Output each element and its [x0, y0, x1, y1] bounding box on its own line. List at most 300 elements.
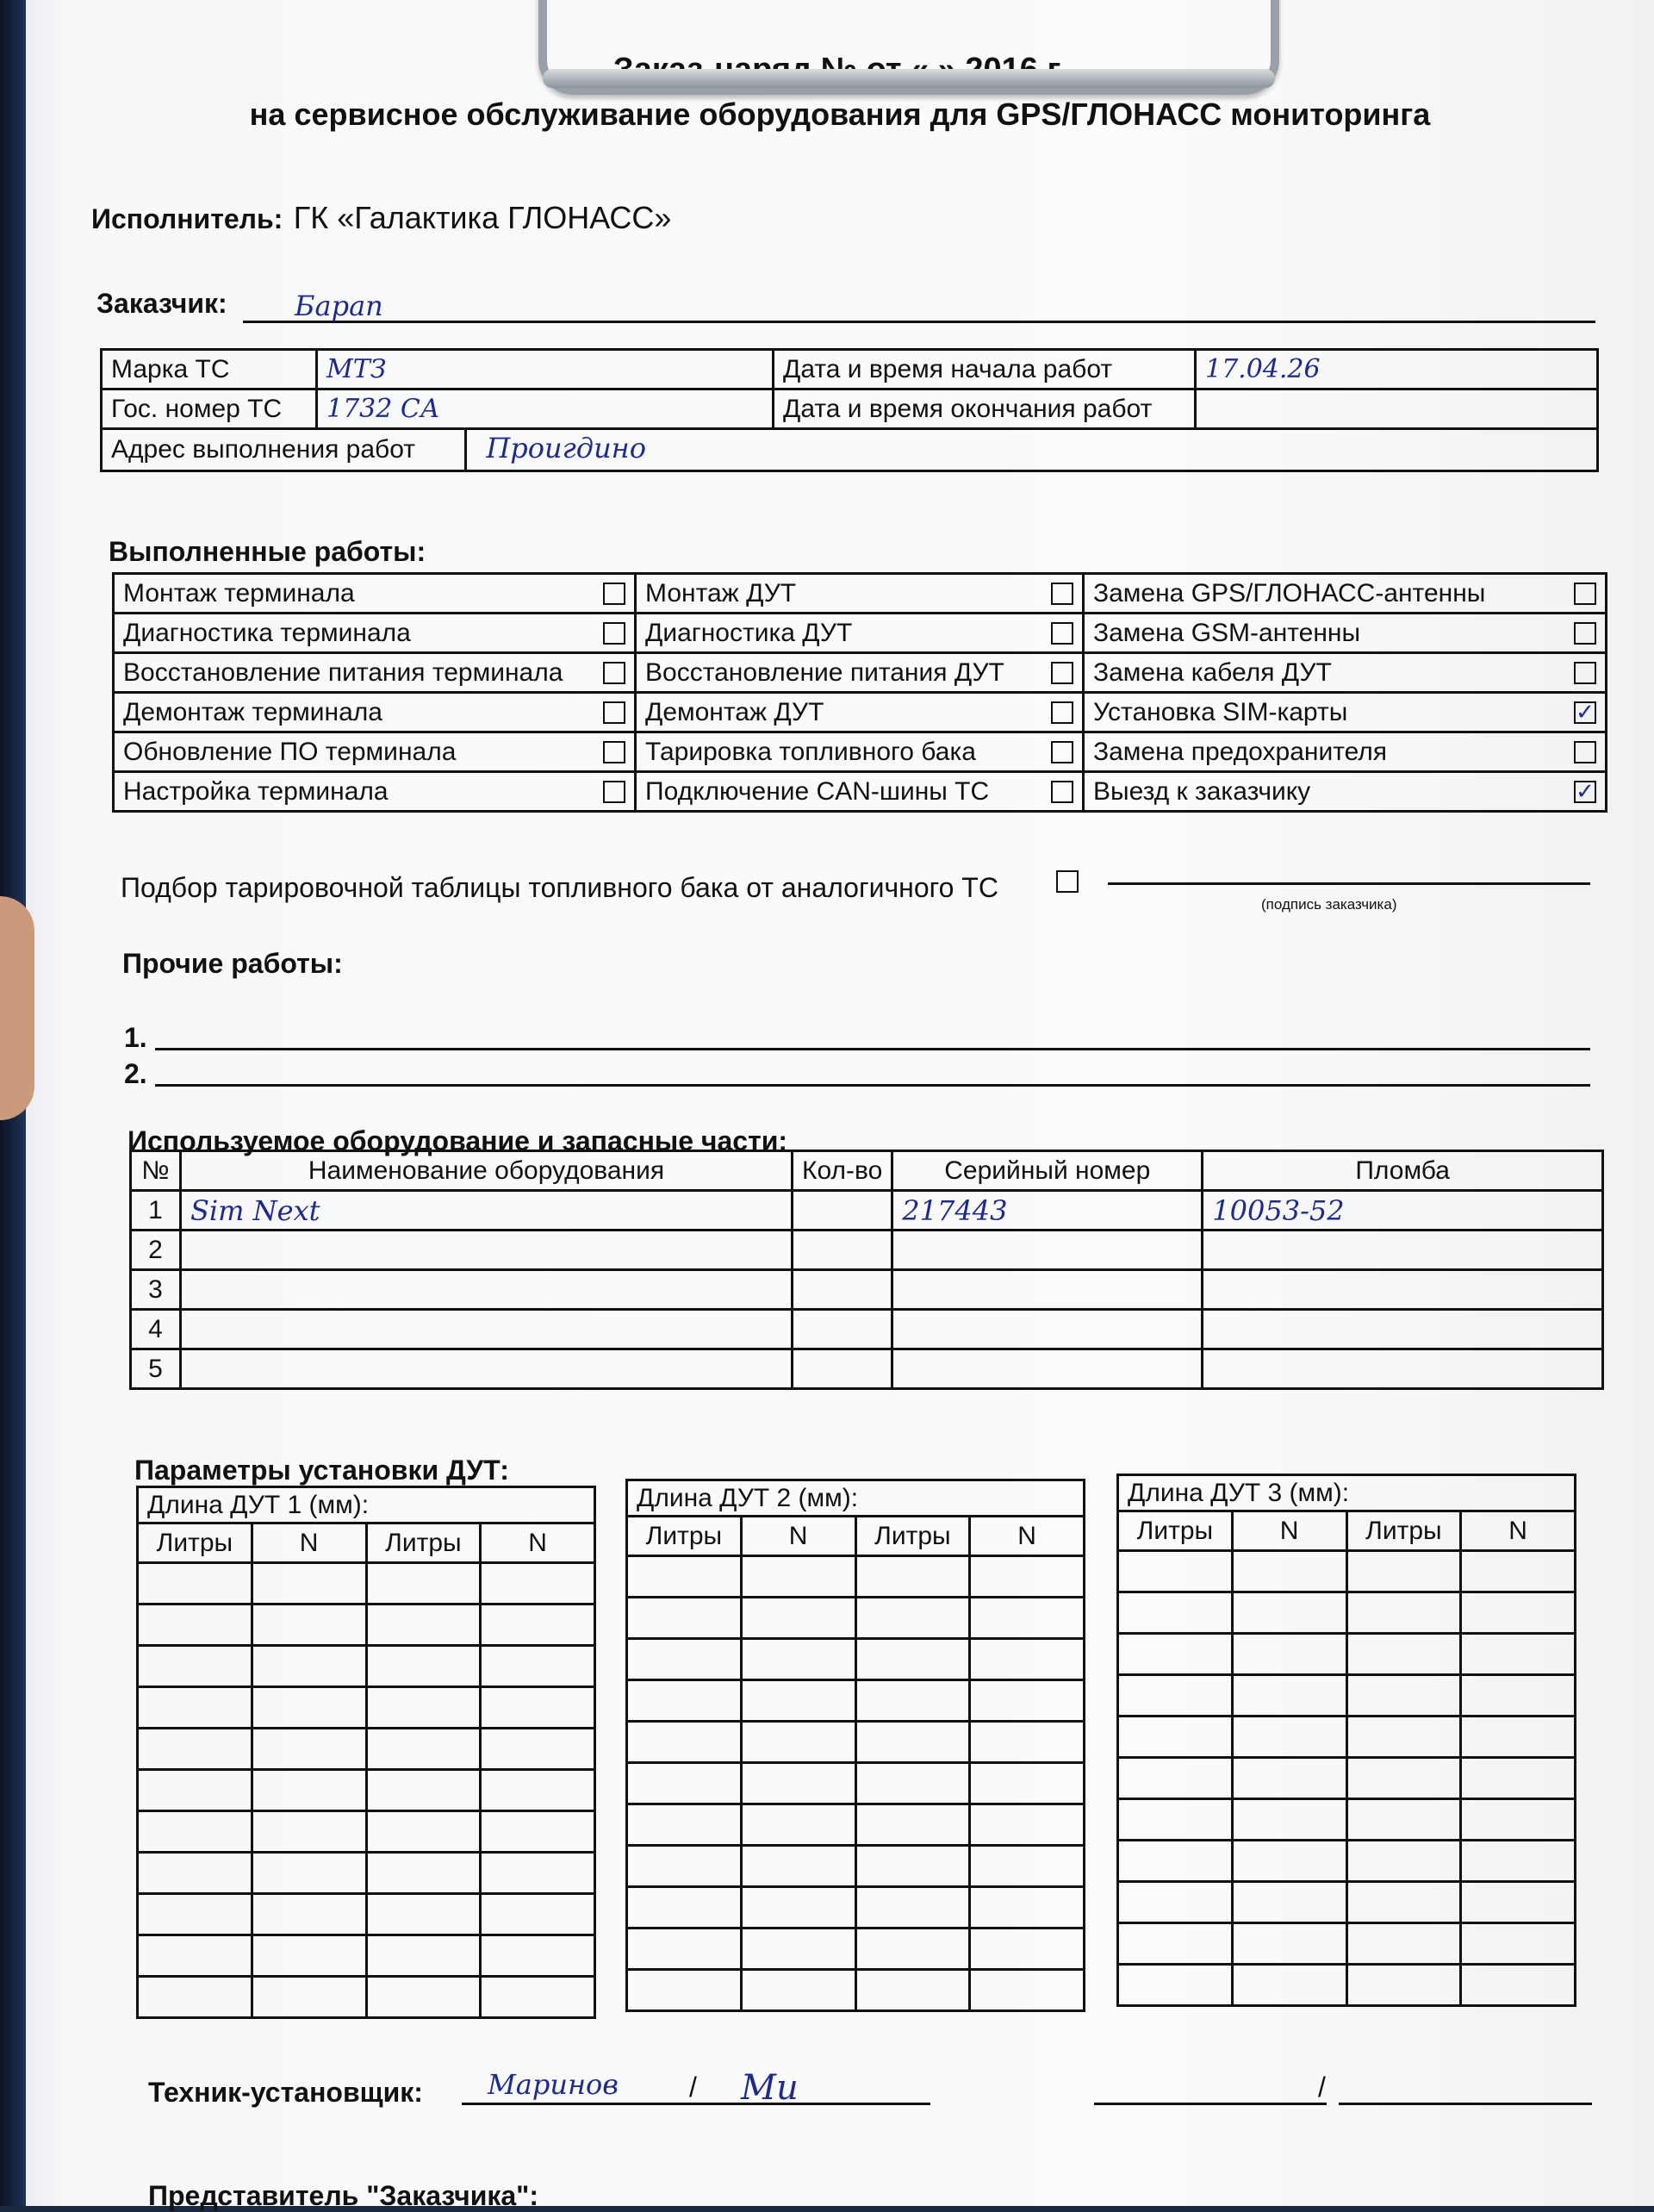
- executor-row: [91, 200, 671, 236]
- work-checkbox[interactable]: [1051, 622, 1073, 645]
- work-checkbox[interactable]: [1574, 741, 1596, 763]
- dut-row: [1118, 1551, 1576, 1592]
- work-item: [114, 614, 636, 653]
- dut-cell[interactable]: [138, 1687, 252, 1729]
- work-item-label: Замена GPS/ГЛОНАСС-антенны: [1093, 578, 1486, 608]
- work-checkbox[interactable]: ✓: [1574, 781, 1596, 803]
- work-item: [114, 772, 636, 812]
- dut-col-liters: Литры: [138, 1523, 252, 1563]
- equipment-name: Sim Next: [190, 1193, 320, 1227]
- dut-cell[interactable]: [1461, 1965, 1576, 2006]
- dut-cell[interactable]: [1232, 1551, 1346, 1592]
- dut-col-n: N: [481, 1523, 595, 1563]
- dut-title: Длина ДУТ 2 (мм):: [627, 1480, 1085, 1517]
- dut-cell[interactable]: [252, 1853, 366, 1894]
- work-item: [636, 653, 1084, 693]
- work-checkbox[interactable]: [1574, 662, 1596, 684]
- dut-cell[interactable]: [366, 1935, 481, 1977]
- dut-cell[interactable]: [138, 1935, 252, 1977]
- dut-cell[interactable]: [481, 1604, 595, 1646]
- dut-cell[interactable]: [252, 1563, 366, 1604]
- equipment-serial: 217443: [902, 1193, 1008, 1227]
- works-row: [114, 614, 1607, 653]
- dut-cell[interactable]: [855, 1598, 970, 1639]
- work-item-label: Восстановление питания ДУТ: [645, 657, 1004, 687]
- dut-cell[interactable]: [627, 1846, 742, 1887]
- dut-row: [138, 1729, 595, 1770]
- other-item-2: 2.: [124, 1058, 147, 1089]
- dut-cell[interactable]: [741, 1680, 855, 1722]
- dut-cell[interactable]: [252, 1770, 366, 1811]
- dut-cell[interactable]: [1118, 1923, 1233, 1965]
- dut-row: [627, 1639, 1085, 1680]
- dut-cell[interactable]: [855, 1680, 970, 1722]
- works-row: [114, 574, 1607, 614]
- dut-cell[interactable]: [627, 1804, 742, 1846]
- dut-cell[interactable]: [138, 1977, 252, 2018]
- address-value: Проигдино: [486, 432, 647, 464]
- dut-cell[interactable]: [1118, 1717, 1233, 1758]
- brand-value: МТЗ: [317, 350, 774, 389]
- dut-cell[interactable]: [481, 1563, 595, 1604]
- technician-name: Маринов: [488, 2068, 619, 2101]
- works-row: [114, 653, 1607, 693]
- dut-cell[interactable]: [970, 1887, 1085, 1928]
- dut-cell[interactable]: [741, 1804, 855, 1846]
- work-item: [114, 574, 636, 614]
- work-item: [1084, 653, 1607, 693]
- dut-cell[interactable]: [138, 1604, 252, 1646]
- dut-cell[interactable]: [1232, 1634, 1346, 1675]
- dut-cell[interactable]: [481, 1977, 595, 2018]
- dut-cell[interactable]: [1346, 1551, 1461, 1592]
- dut-cell[interactable]: [970, 1680, 1085, 1722]
- form-subtitle: на сервисное обслуживание оборудования для GPS/ГЛОНАСС мониторинга: [249, 97, 1431, 132]
- dut-cell[interactable]: [741, 1639, 855, 1680]
- work-item-label: Монтаж терминала: [123, 578, 355, 608]
- work-item: [636, 614, 1084, 653]
- dut-cell[interactable]: [627, 1639, 742, 1680]
- dut-cell[interactable]: [1346, 1923, 1461, 1965]
- plate-value: 1732 СА: [317, 389, 774, 429]
- work-item: [1084, 614, 1607, 653]
- dut-cell[interactable]: [366, 1977, 481, 2018]
- dut-cell[interactable]: [481, 1935, 595, 1977]
- dut-col-liters: Литры: [366, 1523, 481, 1563]
- dut-cell[interactable]: [1461, 1799, 1576, 1841]
- work-checkbox[interactable]: ✓: [1574, 701, 1596, 724]
- dut-table-2: [625, 1479, 1085, 2012]
- equipment-seal: 10053-52: [1212, 1193, 1345, 1227]
- dut-cell[interactable]: [1118, 1799, 1233, 1841]
- dut-cell[interactable]: [1461, 1717, 1576, 1758]
- end-label: Дата и время окончания работ: [774, 389, 1196, 429]
- work-item-label: Демонтаж ДУТ: [645, 697, 824, 726]
- dut-cell[interactable]: [138, 1770, 252, 1811]
- form-sheet: [26, 0, 1654, 2211]
- dut-row: [627, 1846, 1085, 1887]
- dut-col-liters: Литры: [1118, 1511, 1233, 1551]
- work-item-label: Восстановление питания терминала: [123, 657, 563, 687]
- dut-row: [138, 1894, 595, 1935]
- dut-cell[interactable]: [1461, 1882, 1576, 1923]
- dut-row: [138, 1770, 595, 1811]
- dut-cell[interactable]: [366, 1687, 481, 1729]
- work-checkbox[interactable]: [1574, 583, 1596, 605]
- work-item-label: Монтаж ДУТ: [645, 578, 797, 608]
- dut-cell[interactable]: [1461, 1592, 1576, 1634]
- dut-row: [627, 1680, 1085, 1722]
- works-row: [114, 693, 1607, 732]
- dut-cell[interactable]: [481, 1646, 595, 1687]
- executor-value: ГК «Галактика ГЛОНАСС»: [293, 200, 672, 235]
- dut-cell[interactable]: [366, 1729, 481, 1770]
- work-checkbox[interactable]: [603, 622, 625, 645]
- technician-sign-line: [706, 2068, 930, 2108]
- dut-row: [138, 1811, 595, 1853]
- dut-col-n: N: [1461, 1511, 1576, 1551]
- dut-cell[interactable]: [627, 1598, 742, 1639]
- row-number: 2: [148, 1235, 163, 1264]
- works-row: [114, 772, 1607, 812]
- dut-cell[interactable]: [741, 1722, 855, 1763]
- dut-row: [627, 1763, 1085, 1804]
- dut-cell[interactable]: [741, 1598, 855, 1639]
- technician-slash: /: [689, 2072, 697, 2103]
- dut-cell[interactable]: [252, 1687, 366, 1729]
- dut-cell[interactable]: [970, 1804, 1085, 1846]
- work-item-label: Замена GSM-антенны: [1093, 618, 1361, 647]
- dut-col-liters: Литры: [855, 1517, 970, 1556]
- dut-col-liters: Литры: [627, 1517, 742, 1556]
- equipment-heading: Используемое оборудование и запасные части:: [127, 1125, 788, 1156]
- dut-row: [138, 1853, 595, 1894]
- selection-label: Подбор тарировочной таблицы топливного бака от аналогичного ТС: [121, 872, 998, 903]
- dut-cell[interactable]: [970, 1639, 1085, 1680]
- dut-cell[interactable]: [1461, 1841, 1576, 1882]
- dut-cell[interactable]: [252, 1977, 366, 2018]
- dut-row: [138, 1977, 595, 2018]
- dut-cell[interactable]: [481, 1811, 595, 1853]
- dut-cell[interactable]: [1461, 1675, 1576, 1717]
- dut-cell[interactable]: [138, 1853, 252, 1894]
- address-label: Адрес выполнения работ: [103, 430, 467, 470]
- work-item-label: Тарировка топливного бака: [645, 737, 976, 766]
- dut-col-n: N: [970, 1517, 1085, 1556]
- dut-cell[interactable]: [1118, 1841, 1233, 1882]
- dut-cell[interactable]: [1461, 1923, 1576, 1965]
- row-number: 4: [148, 1314, 163, 1343]
- work-item: [114, 693, 636, 732]
- dut-cell[interactable]: [627, 1556, 742, 1598]
- dut-col-n: N: [741, 1517, 855, 1556]
- dut-cell[interactable]: [970, 1722, 1085, 1763]
- col-seal: Пломба: [1203, 1151, 1603, 1191]
- technician-name-line: [462, 2068, 712, 2105]
- representative-label: Представитель "Заказчика":: [148, 2180, 538, 2211]
- dut-cell[interactable]: [1118, 1758, 1233, 1799]
- dut-cell[interactable]: [1232, 1675, 1346, 1717]
- vehicle-table: [100, 348, 1599, 472]
- dut-cell[interactable]: [855, 1722, 970, 1763]
- dut-cell[interactable]: [1232, 1799, 1346, 1841]
- dut-cell[interactable]: [627, 1722, 742, 1763]
- dut-row: [1118, 1717, 1576, 1758]
- dut-cell[interactable]: [741, 1763, 855, 1804]
- dut-cell[interactable]: [1232, 1758, 1346, 1799]
- work-item-label: Настройка терминала: [123, 776, 389, 806]
- technician-label: Техник-установщик:: [148, 2077, 423, 2108]
- dut-cell[interactable]: [627, 1887, 742, 1928]
- work-item-label: Обновление ПО терминала: [123, 737, 457, 766]
- dut-cell[interactable]: [1232, 1841, 1346, 1882]
- work-checkbox[interactable]: [1051, 583, 1073, 605]
- selection-checkbox[interactable]: [1056, 870, 1079, 893]
- dut-cell[interactable]: [252, 1935, 366, 1977]
- dut-cell[interactable]: [970, 1970, 1085, 2011]
- work-checkbox[interactable]: [1051, 701, 1073, 724]
- work-item: [636, 574, 1084, 614]
- dut-col-n: N: [1232, 1511, 1346, 1551]
- second-slash: /: [1318, 2072, 1326, 2103]
- dut-cell[interactable]: [855, 1763, 970, 1804]
- dut-cell[interactable]: [741, 1970, 855, 2011]
- work-item: [1084, 772, 1607, 812]
- dut-row: [1118, 1799, 1576, 1841]
- work-item-label: Демонтаж терминала: [123, 697, 382, 726]
- works-table: [112, 572, 1607, 813]
- col-serial: Серийный номер: [892, 1151, 1203, 1191]
- work-item-label: Замена кабеля ДУТ: [1093, 657, 1332, 687]
- dut-title: Длина ДУТ 3 (мм):: [1118, 1475, 1576, 1511]
- second-name-line: [1094, 2068, 1327, 2105]
- dut-row: [1118, 1592, 1576, 1634]
- technician-sign: Ми: [741, 2068, 799, 2108]
- equipment-row: [131, 1349, 1603, 1389]
- dut-row: [627, 1970, 1085, 2011]
- dut-cell[interactable]: [1461, 1758, 1576, 1799]
- dut-cell[interactable]: [252, 1729, 366, 1770]
- dut-cell[interactable]: [1118, 1965, 1233, 2006]
- dut-cell[interactable]: [366, 1770, 481, 1811]
- dut-cell[interactable]: [1346, 1841, 1461, 1882]
- work-item: [636, 772, 1084, 812]
- customer-value: Барап: [295, 290, 383, 322]
- dut-row: [1118, 1634, 1576, 1675]
- dut-cell[interactable]: [627, 1763, 742, 1804]
- dut-cell[interactable]: [138, 1563, 252, 1604]
- work-item: [636, 693, 1084, 732]
- row-number: 5: [148, 1354, 163, 1383]
- dut-table-1: [136, 1486, 596, 2019]
- work-checkbox[interactable]: [603, 583, 625, 605]
- work-checkbox[interactable]: [1051, 781, 1073, 803]
- second-sign-line: [1339, 2068, 1592, 2105]
- row-number: 3: [148, 1274, 163, 1304]
- dut-cell[interactable]: [481, 1687, 595, 1729]
- clipboard-clip-bar: [543, 69, 1275, 88]
- dut-row: [138, 1687, 595, 1729]
- dut-cell[interactable]: [481, 1894, 595, 1935]
- dut-row: [138, 1935, 595, 1977]
- customer-label: Заказчик:: [96, 288, 227, 319]
- dut-row: [1118, 1882, 1576, 1923]
- dut-cell[interactable]: [1118, 1634, 1233, 1675]
- other-line-2: [155, 1053, 1590, 1087]
- dut-row: [627, 1804, 1085, 1846]
- dut-cell[interactable]: [481, 1729, 595, 1770]
- dut-cell[interactable]: [138, 1811, 252, 1853]
- start-label: Дата и время начала работ: [774, 350, 1196, 389]
- dut-cell[interactable]: [138, 1894, 252, 1935]
- dut-cell[interactable]: [1232, 1923, 1346, 1965]
- dut-cell[interactable]: [627, 1970, 742, 2011]
- work-item-label: Замена предохранителя: [1093, 737, 1388, 766]
- dut-cell[interactable]: [1232, 1592, 1346, 1634]
- dut-cell[interactable]: [1346, 1799, 1461, 1841]
- dut-cell[interactable]: [741, 1887, 855, 1928]
- work-item: [114, 653, 636, 693]
- dut-cell[interactable]: [138, 1646, 252, 1687]
- dut-heading: Параметры установки ДУТ:: [134, 1455, 509, 1486]
- dut-cell[interactable]: [1346, 1758, 1461, 1799]
- work-checkbox[interactable]: [1574, 622, 1596, 645]
- work-item: [114, 732, 636, 772]
- dut-row: [138, 1563, 595, 1604]
- dut-cell[interactable]: [366, 1563, 481, 1604]
- dut-cell[interactable]: [1232, 1717, 1346, 1758]
- dut-cell[interactable]: [970, 1763, 1085, 1804]
- dut-cell[interactable]: [1346, 1675, 1461, 1717]
- dut-cell[interactable]: [1346, 1634, 1461, 1675]
- other-item-1: 1.: [124, 1022, 147, 1053]
- row-number: 1: [148, 1195, 163, 1224]
- work-item-label: Подключение CAN-шины ТС: [645, 776, 990, 806]
- dut-cell[interactable]: [741, 1556, 855, 1598]
- plate-label: Гос. номер ТС: [102, 389, 317, 429]
- equipment-row: [131, 1270, 1603, 1310]
- dut-cell[interactable]: [1346, 1592, 1461, 1634]
- customer-line: [243, 290, 1595, 323]
- work-checkbox[interactable]: [1051, 741, 1073, 763]
- brand-label: Марка ТС: [102, 350, 317, 389]
- dut-cell[interactable]: [970, 1556, 1085, 1598]
- work-item-label: Установка SIM-карты: [1093, 697, 1348, 726]
- executor-label: Исполнитель:: [91, 203, 283, 234]
- dut-row: [1118, 1841, 1576, 1882]
- dut-cell[interactable]: [855, 1804, 970, 1846]
- dut-cell[interactable]: [855, 1556, 970, 1598]
- dut-row: [627, 1928, 1085, 1970]
- dut-cell[interactable]: [1346, 1717, 1461, 1758]
- dut-cell[interactable]: [970, 1598, 1085, 1639]
- dut-cell[interactable]: [1118, 1882, 1233, 1923]
- dut-cell[interactable]: [855, 1970, 970, 2011]
- col-num: №: [131, 1151, 181, 1191]
- dut-cell[interactable]: [741, 1846, 855, 1887]
- dut-row: [138, 1646, 595, 1687]
- dut-cell[interactable]: [1118, 1551, 1233, 1592]
- dut-cell[interactable]: [1461, 1634, 1576, 1675]
- work-item: [636, 732, 1084, 772]
- dut-row: [627, 1887, 1085, 1928]
- work-checkbox[interactable]: [603, 741, 625, 763]
- dut-cell[interactable]: [1118, 1675, 1233, 1717]
- work-checkbox[interactable]: [603, 701, 625, 724]
- works-row: [114, 732, 1607, 772]
- work-item-label: Диагностика терминала: [123, 618, 411, 647]
- other-heading: Прочие работы:: [122, 948, 343, 979]
- dut-cell[interactable]: [970, 1928, 1085, 1970]
- work-checkbox[interactable]: [603, 781, 625, 803]
- work-item: [1084, 732, 1607, 772]
- dut-row: [1118, 1675, 1576, 1717]
- dut-cell[interactable]: [627, 1680, 742, 1722]
- dut-row: [627, 1722, 1085, 1763]
- dut-cell[interactable]: [855, 1928, 970, 1970]
- work-item: [1084, 574, 1607, 614]
- dut-cell[interactable]: [855, 1887, 970, 1928]
- dut-cell[interactable]: [627, 1928, 742, 1970]
- dut-cell[interactable]: [252, 1646, 366, 1687]
- work-checkbox[interactable]: [603, 662, 625, 684]
- dut-cell[interactable]: [481, 1770, 595, 1811]
- dut-row: [1118, 1965, 1576, 2006]
- dut-cell[interactable]: [252, 1894, 366, 1935]
- equipment-row: [131, 1310, 1603, 1349]
- dut-cell[interactable]: [252, 1604, 366, 1646]
- dut-title: Длина ДУТ 1 (мм):: [138, 1487, 595, 1523]
- dut-row: [1118, 1758, 1576, 1799]
- dut-cell[interactable]: [855, 1846, 970, 1887]
- end-value: [1196, 389, 1598, 429]
- dut-cell[interactable]: [366, 1811, 481, 1853]
- dut-cell[interactable]: [366, 1894, 481, 1935]
- work-item: [1084, 693, 1607, 732]
- col-name: Наименование оборудования: [181, 1151, 793, 1191]
- dut-col-n: N: [252, 1523, 366, 1563]
- dut-cell[interactable]: [366, 1853, 481, 1894]
- dut-row: [138, 1604, 595, 1646]
- customer-signature-line: [1108, 851, 1590, 885]
- dut-row: [1118, 1923, 1576, 1965]
- dut-row: [627, 1598, 1085, 1639]
- start-value: 17.04.26: [1196, 350, 1598, 389]
- dut-cell[interactable]: [970, 1846, 1085, 1887]
- works-heading: Выполненные работы:: [109, 536, 426, 567]
- dut-cell[interactable]: [481, 1853, 595, 1894]
- dut-cell[interactable]: [855, 1639, 970, 1680]
- dut-cell[interactable]: [1232, 1965, 1346, 2006]
- work-checkbox[interactable]: [1051, 662, 1073, 684]
- dut-cell[interactable]: [366, 1604, 481, 1646]
- dut-cell[interactable]: [366, 1646, 481, 1687]
- dut-cell[interactable]: [741, 1928, 855, 1970]
- dut-cell[interactable]: [1232, 1882, 1346, 1923]
- dut-cell[interactable]: [138, 1729, 252, 1770]
- dut-cell[interactable]: [1118, 1592, 1233, 1634]
- equipment-row: [131, 1191, 1603, 1231]
- equipment-table: [129, 1150, 1604, 1390]
- dut-cell[interactable]: [252, 1811, 366, 1853]
- dut-cell[interactable]: [1346, 1882, 1461, 1923]
- dut-col-liters: Литры: [1346, 1511, 1461, 1551]
- dut-cell[interactable]: [1346, 1965, 1461, 2006]
- dut-table-3: [1116, 1474, 1576, 2007]
- signature-caption: (подпись заказчика): [1261, 896, 1397, 913]
- dut-cell[interactable]: [1461, 1551, 1576, 1592]
- work-item-label: Выезд к заказчику: [1093, 776, 1311, 806]
